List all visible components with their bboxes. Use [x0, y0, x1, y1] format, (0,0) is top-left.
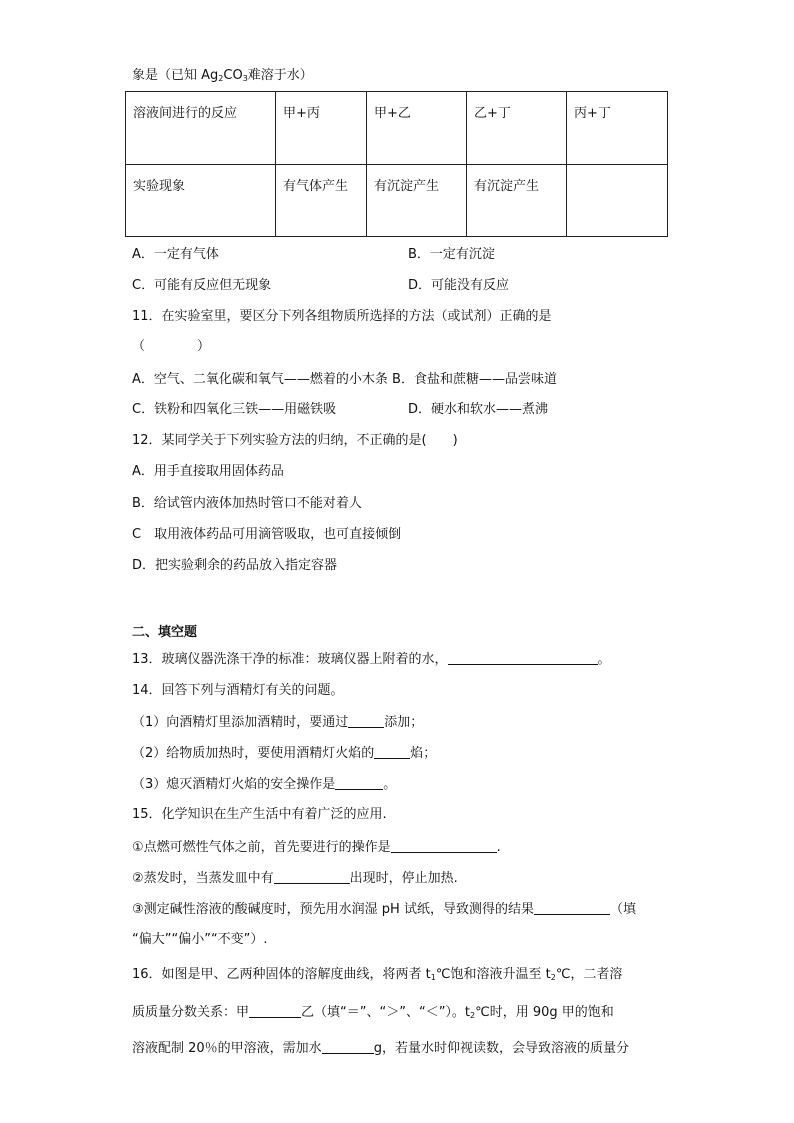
- answer-blank[interactable]: [534, 900, 610, 915]
- option-a: A．用手直接取用固体药品: [132, 464, 284, 479]
- answer-blank[interactable]: [348, 713, 384, 728]
- option-d: D．硬水和软水——煮沸: [408, 402, 549, 417]
- answer-blank[interactable]: [374, 744, 410, 759]
- section-title: 二、填空题: [132, 625, 198, 640]
- table-cell: 甲+丙: [276, 92, 367, 165]
- question-15-part-3-cont: “偏大”“偏小”“不变”）.: [132, 932, 268, 947]
- option-c: C 取用液体药品可用滴管吸取，也可直接倾倒: [132, 527, 402, 542]
- option-b: B．给试管内液体加热时管口不能对着人: [132, 496, 362, 511]
- question-13: 13．玻璃仪器洗涤干净的标准：玻璃仪器上附着的水， 。: [132, 652, 611, 667]
- answer-blank[interactable]: [322, 1039, 374, 1054]
- question-14-part-1: （1）向酒精灯里添加酒精时，要通过 添加；: [132, 715, 424, 730]
- answer-parenthesis: （ ）: [132, 339, 211, 354]
- option-d: D．把实验剩余的药品放入指定容器: [132, 558, 338, 573]
- table-cell: 有沉淀产生: [367, 165, 467, 237]
- table-row: [126, 92, 668, 165]
- question-16-line-2: 质质量分数关系：甲 乙（填“＝”、“＞”、“＜”）。$t_2℃$时，用 90g 甲的饱和: [132, 1005, 614, 1020]
- reaction-table: [125, 91, 668, 237]
- table-row: [126, 165, 668, 237]
- table-cell: 丙+丁: [567, 92, 668, 165]
- table-cell: 溶液间进行的反应: [126, 92, 276, 165]
- option-c: C．可能有反应但无现象: [132, 278, 272, 293]
- question-15-stem: 15．化学知识在生产生活中有着广泛的应用.: [132, 807, 387, 822]
- answer-blank[interactable]: [274, 869, 350, 884]
- question-11-stem: 11．在实验室里，要区分下列各组物质所选择的方法（或试剂）正确的是: [132, 309, 552, 324]
- option-d: D．可能没有反应: [408, 278, 510, 293]
- answer-blank[interactable]: [249, 1003, 301, 1018]
- table-cell: 有气体产生: [276, 165, 367, 237]
- table-cell: 甲+乙: [367, 92, 467, 165]
- option-b: B．一定有沉淀: [408, 247, 495, 262]
- table-cell: 有沉淀产生: [467, 165, 567, 237]
- question-16-line-3: 溶液配制 20％的甲溶液，需加水 g，若量水时仰视读数，会导致溶液的质量分: [132, 1041, 629, 1056]
- question-14-stem: 14．回答下列与酒精灯有关的问题。: [132, 683, 344, 698]
- table-cell: [567, 165, 668, 237]
- table-cell: 乙+丁: [467, 92, 567, 165]
- question-12-stem: 12．某同学关于下列实验方法的归纳，不正确的是( ): [132, 433, 458, 448]
- question-14-part-2: （2）给物质加热时，要使用酒精灯火焰的 焰；: [132, 746, 437, 761]
- answer-blank[interactable]: [448, 650, 598, 665]
- question-15-part-1: ①点燃可燃性气体之前，首先要进行的操作是 .: [132, 840, 501, 855]
- question-10-stem-tail: 象是（已知 $Ag_2CO_3$难溶于水）: [132, 68, 313, 83]
- option-a-b: A．空气、二氧化碳和氧气——燃着的小木条 B．食盐和蔗糖——品尝味道: [132, 372, 557, 387]
- answer-blank[interactable]: [391, 838, 497, 853]
- option-a: A．一定有气体: [132, 247, 219, 262]
- option-c: C．铁粉和四氧化三铁——用磁铁吸: [132, 402, 337, 417]
- table-cell: 实验现象: [126, 165, 276, 237]
- question-15-part-3: ③测定碱性溶液的酸碱度时，预先用水润湿 pH 试纸，导致测得的结果 （填: [132, 902, 636, 917]
- question-16-line-1: 16．如图是甲、乙两种固体的溶解度曲线，将两者 $t_1℃$饱和溶液升温至 $t_2℃$，二者溶: [132, 967, 623, 982]
- question-15-part-2: ②蒸发时，当蒸发皿中有 出现时，停止加热.: [132, 871, 458, 886]
- answer-blank[interactable]: [335, 775, 383, 790]
- question-14-part-3: （3）熄灭酒精灯火焰的安全操作是 。: [132, 777, 397, 792]
